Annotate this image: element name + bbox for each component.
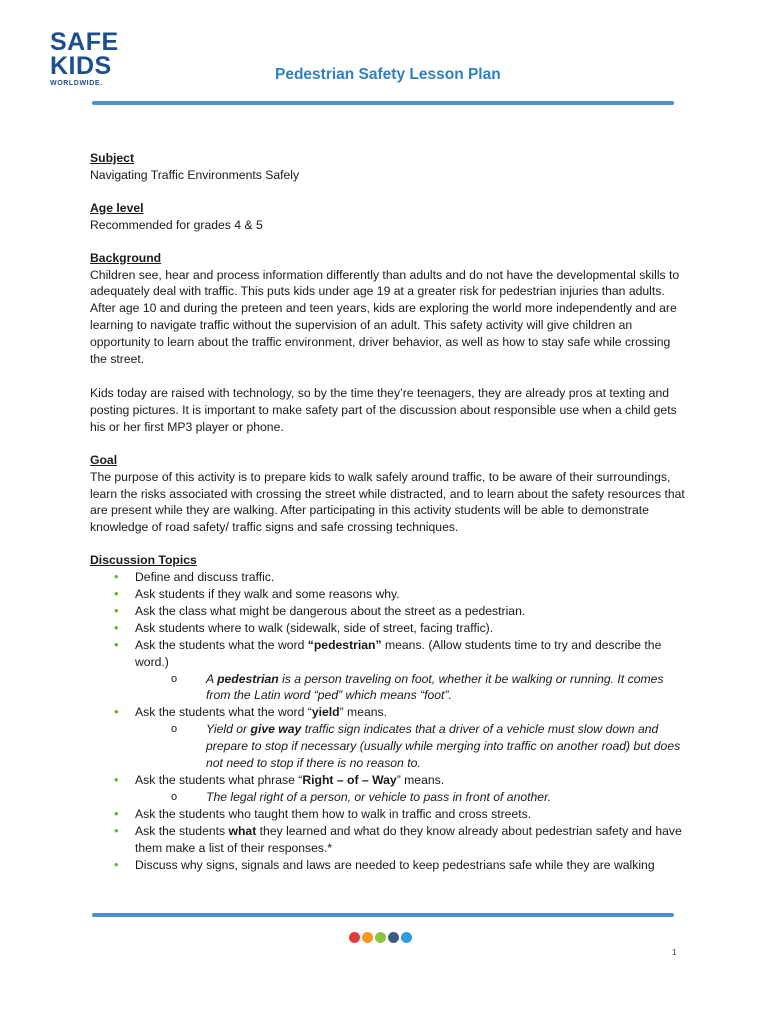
topic-text: Ask students if they walk and some reasons why. [135,587,400,602]
page-title: Pedestrian Safety Lesson Plan [275,66,501,83]
topic-text: Ask the students what the word “ [135,705,312,720]
background-paragraph-1: Children see, hear and process information differently than adults and do not have the developmental skills to adequately deal with traffic. This puts kids under age 19 at a greater risk for pedestrian injuries than adults. After age 10 and during the preteen and teen years, kids are exploring the world more independently and are learning to navigate traffic without the supervision of an adult. This safety activity will give children an opportunity to learn about the traffic environment, driver behavior, as well as how to stay safe while crossing the street. [90,267,680,367]
topic-keyword: yield [311,705,340,720]
topic-text: Define and discuss traffic. [135,570,275,585]
discussion-topics-list [90,569,690,873]
topic-text: ” means. [396,773,445,787]
list-item [90,857,690,874]
page-number: 1 [672,948,677,957]
list-item [90,806,690,823]
definition-keyword: pedestrian [217,671,279,686]
list-item [90,823,690,857]
topic-text: Ask students where to walk (sidewalk, side of street, facing traffic). [135,620,494,635]
color-dot [375,932,386,943]
background-paragraph-2: Kids today are raised with technology, so by the time they’re teenagers, they are already pros at texting and posting pictures. It is important to make safety part of the discussion about responsible use when a child gets his or her first MP3 player or phone. [90,385,677,434]
list-item [90,637,690,705]
age-level-text: Recommended for grades 4 & 5 [90,217,263,232]
header-divider [92,101,674,105]
topic-keyword: Right – of – Way [302,773,397,787]
topic-text: Ask the students what the word [135,637,308,652]
bullet-icon: • [114,602,119,618]
circle-bullet-icon: o [171,790,178,803]
goal-text: The purpose of this activity is to prepare kids to walk safely around traffic, to be aware of their surroundings, learn the risks associated with crossing the street while distracted, and to learn about the safety resources that are present while they are walking. After participating in this activity students will be able to demonstrate knowledge of road safety/ traffic signs and safe crossing techniques. [90,469,685,535]
bullet-icon: • [114,822,119,838]
topic-text: means. (Allow students time to try and describe the word.) [135,637,662,669]
color-dot [388,932,399,943]
bullet-icon: • [114,856,119,872]
definition-text: traffic sign indicates that a driver of a vehicle must slow down and prepare to stop if necessary (usually while merging into traffic on another road) but does not need to stop if there is no reason to. [206,722,681,771]
logo-line-kids: KIDS [50,52,112,80]
topic-text: Ask the class what might be dangerous about the street as a pedestrian. [135,603,526,618]
sub-list [135,721,690,772]
topic-text: Ask the students [135,806,229,821]
color-dot [349,932,360,943]
list-item [90,620,690,637]
topic-keyword: what [228,823,257,838]
sub-list [135,671,690,705]
topic-text: who taught them how to walk in traffic and cross streets. [228,806,532,821]
list-item [90,586,690,603]
discussion-topics-heading: Discussion Topics [90,553,197,568]
topic-keyword: “pedestrian” [307,637,382,652]
list-item [90,569,690,586]
definition-text: is a person traveling on foot, whether it be walking or running. It comes from the Latin word “ped” which means “foot”. [206,671,664,703]
bullet-icon: • [114,704,119,720]
topic-text: ” means. [339,705,388,720]
circle-bullet-icon: o [171,672,178,685]
topic-text: they learned and what do they know already about pedestrian safety and have them make a list of their responses.* [135,823,682,855]
bullet-icon: • [114,772,119,787]
color-dot [362,932,373,943]
footer-color-dots [349,932,412,943]
bullet-icon: • [114,636,119,652]
bullet-icon: • [114,619,119,635]
bullet-icon: • [114,586,119,602]
sub-list [135,789,690,806]
subject-text: Navigating Traffic Environments Safely [90,167,300,182]
sub-list-item [171,721,690,772]
definition-keyword: give way [250,722,302,737]
background-heading: Background [90,250,162,265]
list-item [90,772,690,806]
definition-text: A [206,671,218,686]
safe-kids-logo [50,30,119,87]
list-item [90,603,690,620]
circle-bullet-icon: o [171,723,178,736]
logo-line-safe: SAFE [50,28,119,56]
subject-heading: Subject [90,151,135,165]
age-level-heading: Age level [90,200,144,215]
sub-list-item [171,671,690,705]
sub-list-item [171,789,690,806]
topic-text: Discuss why signs, signals and laws are needed to keep pedestrians safe while they are walking [135,857,655,872]
definition-text: Yield or [206,722,251,737]
bullet-icon: • [114,805,119,821]
goal-heading: Goal [90,452,118,467]
bullet-icon: • [114,569,119,585]
topic-text: Ask the students what phrase “ [135,773,303,787]
document-body [90,150,690,873]
topic-text: Ask the students [135,823,229,838]
logo-line-worldwide: WORLDWIDE. [50,80,103,87]
color-dot [401,932,412,943]
list-item [90,704,690,772]
footer-divider [92,913,674,917]
definition-text: The legal right of a person, or vehicle to pass in front of another. [206,789,552,804]
